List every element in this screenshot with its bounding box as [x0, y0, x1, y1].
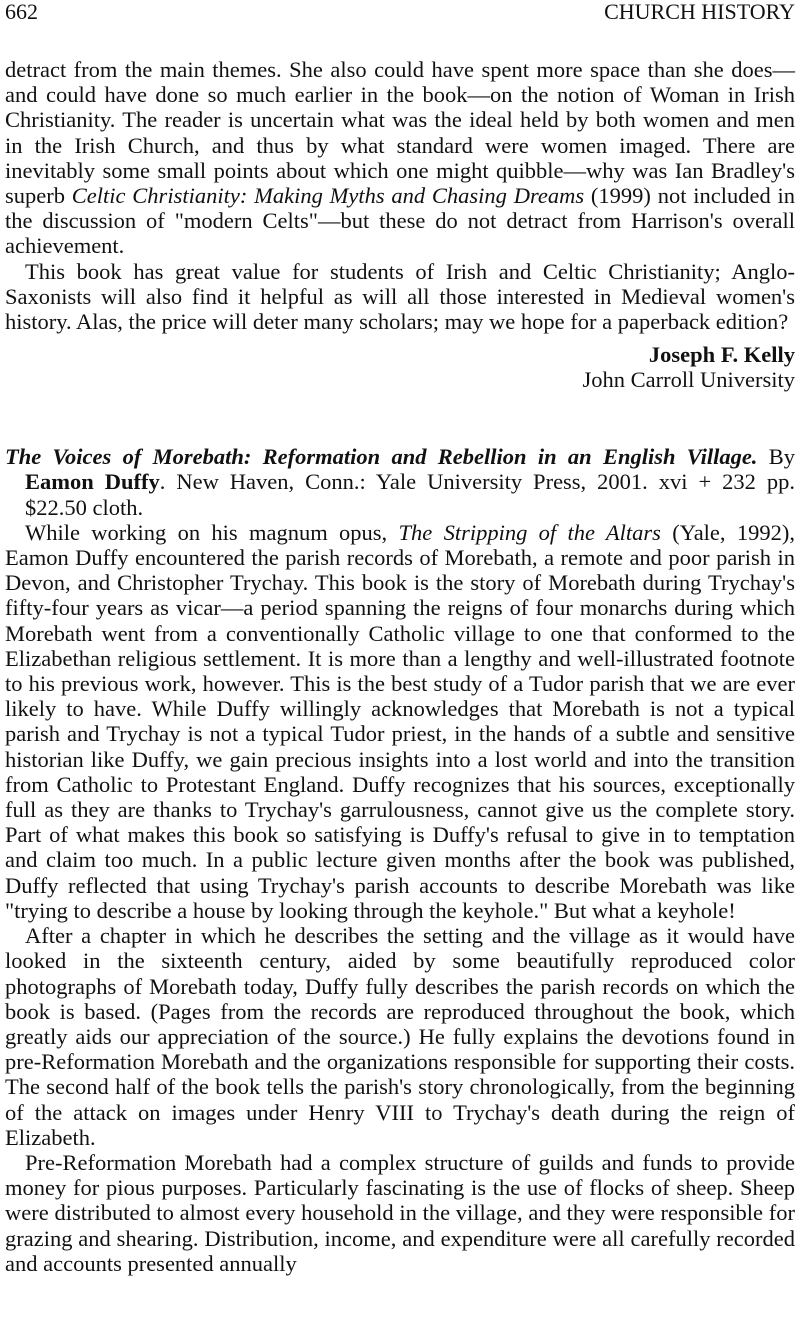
paragraph-text: While working on his magnum opus,: [25, 519, 399, 545]
paragraph: This book has great value for students of Irish and Celtic Christianity; Anglo-Saxonists will also find it helpful as will all those interested in Medieval women's history. Alas, the price will deter many scholars; may we hope for a paperback edition?: [5, 258, 795, 335]
reviewer-name: Joseph F. Kelly: [648, 342, 795, 368]
cited-book-title: The Stripping of the Altars: [398, 519, 661, 545]
page-header: [5, 0, 795, 24]
page-number: 662: [5, 0, 38, 24]
running-title: CHURCH HISTORY: [604, 0, 795, 24]
paragraph: [5, 520, 795, 923]
paragraph-text: (1999) not included in the discussion of "modern Celts"—but these do not detract from Harrison's overall achievement.: [5, 183, 795, 259]
document-page: [5, 0, 795, 1276]
review-body: [5, 520, 795, 1276]
paragraph-text: detract from the main themes. She also could have spent more space than she does—and could have done so much earlier in the book—on the notion of Woman in Irish Christianity. The reader is uncertain what was the ideal held by both women and men in the Irish Church, and thus by what standard were women imaged. There are inevitably some small points about which one might quibble—why was Ian Bradley's superb: [5, 57, 795, 209]
paragraph: Pre-Reformation Morebath had a complex structure of guilds and funds to provide money for pious purposes. Particularly fascinating is the use of flocks of sheep. Sheep were distributed to almost every household in the village, and they were responsible for grazing and shearing. Distribution, income, and expenditure were all carefully recorded and accounts presented annually: [5, 1149, 795, 1276]
review-heading: [5, 444, 795, 520]
paragraph: After a chapter in which he describes the setting and the village as it would have looked in the sixteenth century, aided by some beautifully reproduced color photographs of Morebath today, Duffy fully describes the parish records on which the book is based. (Pages from the records are reproduced throughout the book, which greatly aids our appreciation of the source.) He fully explains the devotions found in pre-Reformation Morebath and the organizations responsible for supporting their costs. The second half of the book tells the parish's story chronologically, from the beginning of the attack on images under Henry VIII to Trychay's death during the reign of Elizabeth.: [5, 923, 795, 1150]
book-author: Eamon Duffy: [25, 469, 160, 495]
previous-review: [5, 57, 795, 334]
book-title: The Voices of Morebath: Reformation and Rebellion in an English Village.: [5, 444, 758, 470]
reviewer-affiliation: John Carroll University: [582, 367, 795, 393]
cited-book-title: Celtic Christianity: Making Myths and Chasing Dreams: [71, 183, 585, 209]
paragraph-text: (Yale, 1992), Eamon Duffy encountered the parish records of Morebath, a remote and poor parish in Devon, and Christopher Trychay. This book is the story of Morebath during Trychay's fifty-four years as vicar—a period spanning the reigns of four monarchs during which Morebath went from a conventionally Catholic village to one that conformed to the Elizabethan religious settlement. It is more than a lengthy and well-illustrated footnote to his previous work, however. This is the best study of a Tudor parish that we are ever likely to have. While Duffy willingly acknowledges that Morebath is not a typical parish and Trychay is not a typical Tudor priest, in the hands of a subtle and sensitive historian like Duffy, we gain precious insights into a lost world and into the transition from Catholic to Protestant England. Duffy recognizes that his sources, exceptionally full as they are thanks to Trychay's garrulousness, cannot give us the complete story. Part of what makes this book so satisfying is Duffy's refusal to give in to temptation and claim too much. In a public lecture given months after the book was published, Duffy reflected that using Trychay's parish accounts to describe Morebath was like "trying to describe a house by looking through the keyhole." But what a keyhole!: [5, 519, 795, 923]
by-text: By: [757, 444, 795, 470]
publication-info: . New Haven, Conn.: Yale University Press, 2001. xvi + 232 pp. $22.50 cloth.: [25, 469, 795, 520]
reviewer-signature: [5, 342, 795, 392]
paragraph: [5, 57, 795, 259]
bibliographic-entry: [5, 444, 795, 520]
